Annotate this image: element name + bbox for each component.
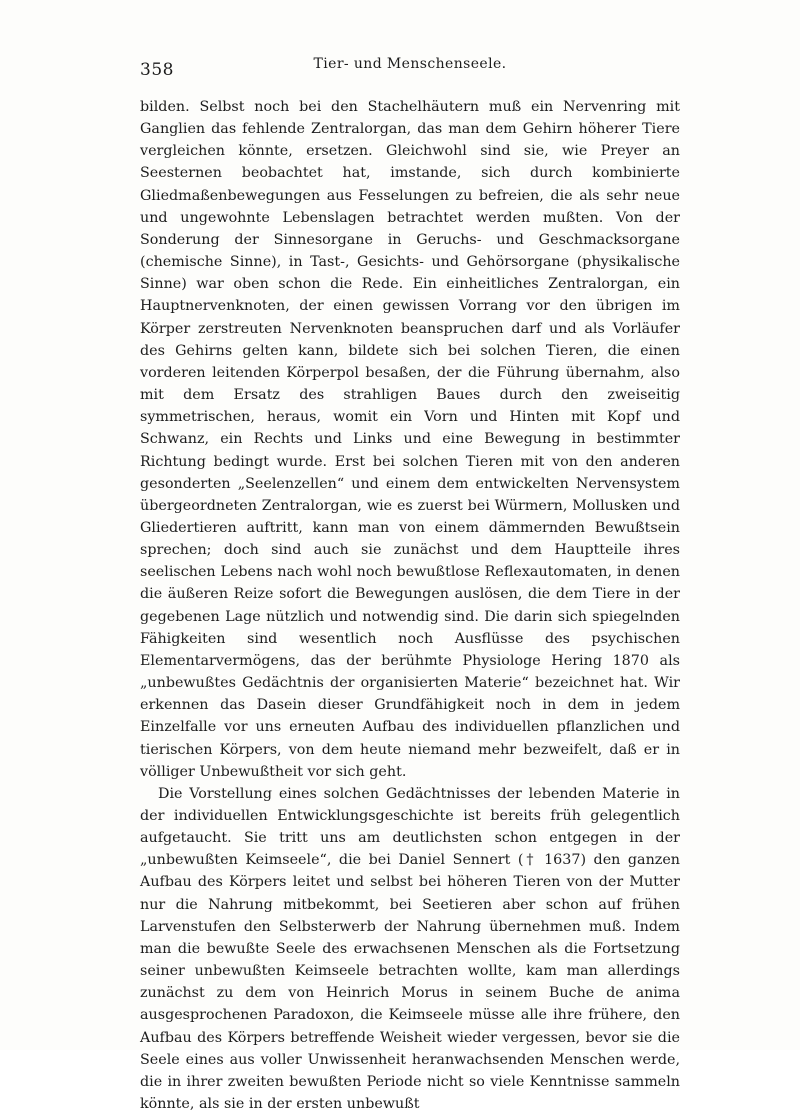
page-header [140, 56, 680, 82]
body-text [140, 96, 680, 1115]
paragraph: bilden. Selbst noch bei den Stachelhäutern muß ein Nervenring mit Ganglien das fehlende Zentralorgan, das man dem Gehirn höherer Tiere vergleichen könnte, ersetzen. Gleichwohl sind sie, wie Preyer an Seesternen beobachtet hat, imstande, sich durch kombinierte Gliedmaßenbewegungen aus Fesselungen zu befreien, die als sehr neue und ungewohnte Lebenslagen betrachtet werden mußten. Von der Sonderung der Sinnesorgane in Geruchs- und Geschmacksorgane (chemische Sinne), in Tast-, Gesichts- und Gehörsorgane (physikalische Sinne) war oben schon die Rede. Ein einheitliches Zentralorgan, ein Hauptnervenknoten, der einen gewissen Vorrang vor den übrigen im Körper zerstreuten Nervenknoten beanspruchen darf und als Vorläufer des Gehirns gelten kann, bildete sich bei solchen Tieren, die einen vorderen leitenden Körperpol besaßen, der die Führung übernahm, also mit dem Ersatz des strahligen Baues durch den zweiseitig symmetrischen, heraus, womit ein Vorn und Hinten mit Kopf und Schwanz, ein Rechts und Links und eine Bewegung in bestimmter Richtung bedingt wurde. Erst bei solchen Tieren mit von den anderen gesonderten „Seelenzellen“ und einem dem entwickelten Nervensystem übergeordneten Zentralorgan, wie es zuerst bei Würmern, Mollusken und Gliedertieren auftritt, kann man von einem dämmernden Bewußtsein sprechen; doch sind auch sie zunächst und dem Hauptteile ihres seelischen Lebens nach wohl noch bewußtlose Reflexautomaten, in denen die äußeren Reize sofort die Bewegungen auslösen, die dem Tiere in der gegebenen Lage nützlich und notwendig sind. Die darin sich spiegelnden Fähigkeiten sind wesentlich noch Ausflüsse des psychischen Elementarvermögens, das der berühmte Physiologe Hering 1870 als „unbewußtes Gedächtnis der organisierten Materie“ bezeichnet hat. Wir erkennen das Dasein dieser Grundfähigkeit noch in dem in jedem Einzelfalle vor uns erneuten Aufbau des individuellen pflanzlichen und tierischen Körpers, von dem heute niemand mehr bezweifelt, daß er in völliger Unbewußtheit vor sich geht. [140, 99, 680, 780]
paragraph: Die Vorstellung eines solchen Gedächtnisses der lebenden Materie in der individuellen Entwicklungsgeschichte ist bereits früh gelegentlich aufgetaucht. Sie tritt uns am deutlichsten schon entgegen in der „unbewußten Keimseele“, die bei Daniel Sennert († 1637) den ganzen Aufbau des Körpers leitet und selbst bei höheren Tieren von der Mutter nur die Nahrung mitbekommt, bei Seetieren aber schon auf frühen Larvenstufen den Selbsterwerb der Nahrung übernehmen muß. Indem man die bewußte Seele des erwachsenen Menschen als die Fortsetzung seiner unbewußten Keimseele betrachten wollte, kam man allerdings zunächst zu dem von Heinrich Morus in seinem Buche de anima ausgesprochenen Paradoxon, die Keimseele müsse alle ihre frühere, den Aufbau des Körpers betreffende Weisheit wieder vergessen, bevor sie die Seele eines aus voller Unwissenheit heranwachsenden Menschen werde, die in ihrer zweiten bewußten Periode nicht so viele Kenntnisse sammeln könnte, als sie in der ersten unbewußt [140, 785, 680, 1113]
running-title: Tier- und Menschenseele. [313, 56, 507, 72]
page-number: 358 [140, 60, 174, 80]
